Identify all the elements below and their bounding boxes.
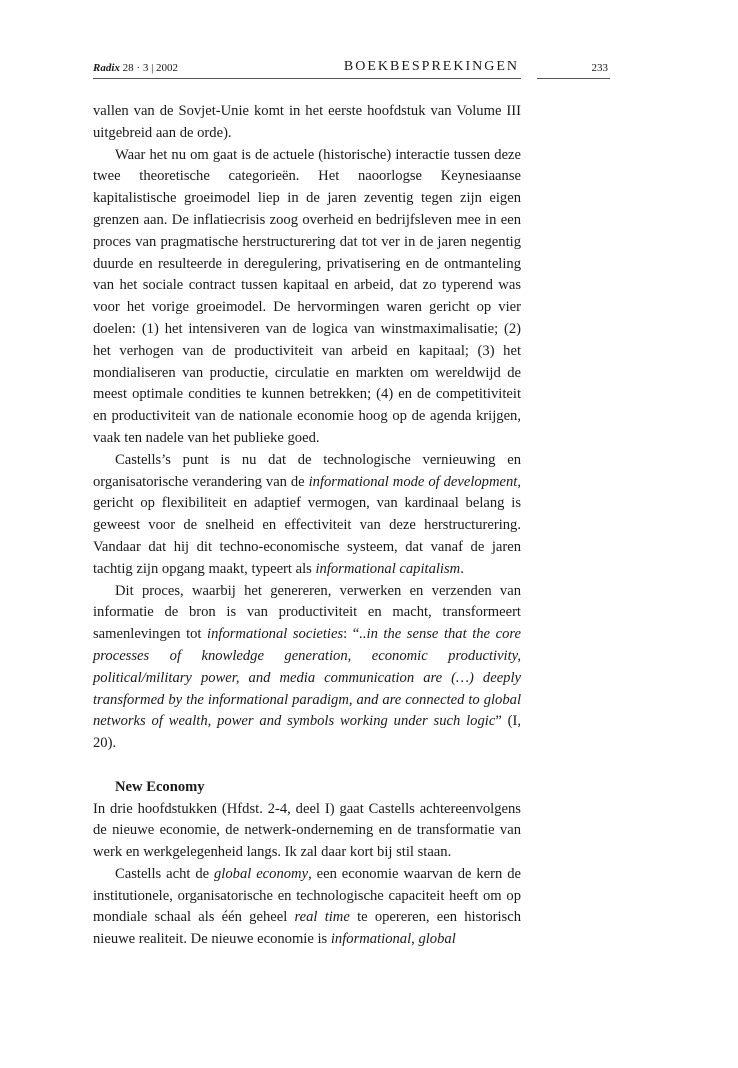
article-body [93, 101, 521, 951]
italic-term: informational mode of development [308, 473, 518, 490]
italic-term: global [418, 931, 456, 948]
italic-quote: ..in the sense that the core processes of knowledge generation, economic productivity, political/military power, and media communication are (…) deeply transformed by the informational paradigm, and are connected to global networks of wealth, power and symbols working under such logic [93, 626, 521, 730]
section-heading: New Economy [115, 778, 205, 795]
paragraph-2: Waar het nu om gaat is de actuele (historische) interactie tussen deze twee theoretische categorieën. Het naoorlogse Keynesiaanse kapitalistische groeimodel liep in de jaren zeventig tegen zijn eigen grenzen aan. De inflatiecrisis zoog overheid en bedrijfsleven mee in een proces van pragmatische herstructurering dat tot ver in de jaren negentig duurde en resulteerde in deregulering, privatisering en de ontmanteling van het sociale contract tussen kapitaal en arbeid, dat zo typerend was voor het vorige groeimodel. De hervormingen waren gericht op vier doelen: (1) het intensiveren van de logica van winstmaximalisatie; (2) het verhogen van de productiviteit van arbeid en kapitaal; (3) het mondialiseren van productie, circulatie en markten om wereldwijd de meest optimale condities te kunnen betrekken; (4) en de competitiviteit en productiviteit van de nationale economie hoog op de agenda krijgen, vaak ten nadele van het publieke goed. [93, 146, 521, 446]
paragraph-6: Castells acht de global economy, een economie waarvan de kern de institutionele, organisatorische en technologische capaciteit heeft om op mondiale schaal als één geheel real time te opereren, een historisch nieuwe realiteit. De nieuwe economie is informational, global [93, 865, 521, 948]
page-number: 233 [591, 62, 608, 74]
paragraph-1: vallen van de Sovjet-Unie komt in het eerste hoofdstuk van Volume III uitgebreid aan de orde). [93, 103, 521, 141]
italic-term: informational capitalism [315, 560, 461, 577]
section-title: BOEKBESPREKINGEN [343, 59, 519, 74]
italic-term: informational [330, 931, 412, 948]
italic-term: global economy [214, 865, 309, 882]
italic-term: informational societies [207, 626, 344, 643]
issue-info: 28 · 3 | 2002 [122, 62, 179, 74]
paragraph-3: Castells’s punt is nu dat de technologische vernieuwing en organisatorische verandering van de informational mode of development, gericht op flexibiliteit en adaptief vermogen, van kardinaal belang is geweest voor de snelheid en effectiviteit van deze herstructurering. Vandaar dat hij dit techno-economische systeem, dat vanaf de jaren tachtig zijn opgang maakt, typeert als informational capitalism. [93, 451, 521, 577]
page-number-box [537, 58, 610, 79]
journal-meta [93, 62, 178, 74]
paragraph-5: In drie hoofdstukken (Hfdst. 2-4, deel I) gaat Castells achtereenvolgens de nieuwe economie, de netwerk-onderneming en de transformatie van werk en werkgelegenheid langs. Ik zal daar kort bij stil staan. [93, 800, 521, 861]
running-header [93, 58, 521, 79]
paragraph-4: Dit proces, waarbij het genereren, verwerken en verzenden van informatie de bron is van productiviteit en macht, transformeert samenlevingen tot informational societies: “..in the sense that the core processes of knowledge generation, economic productivity, political/military power, and media communication are (…) deeply transformed by the informational paradigm, and are connected to global networks of wealth, power and symbols working under such logic” (I, 20). [93, 582, 521, 752]
italic-term: real time [294, 909, 350, 926]
journal-title: Radix [93, 62, 120, 74]
